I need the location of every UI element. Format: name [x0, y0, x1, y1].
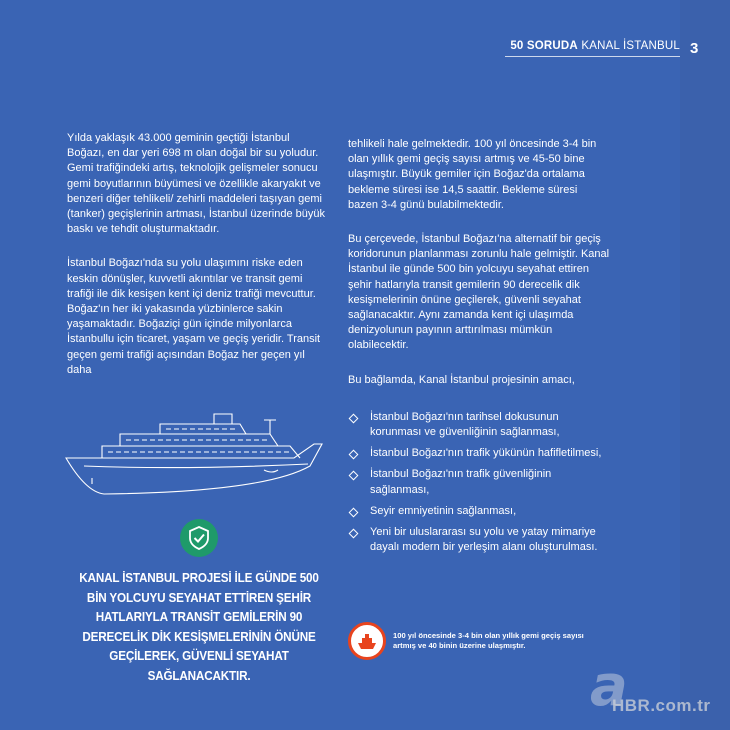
left-text-column	[67, 131, 329, 397]
stat-note: 100 yıl öncesinde 3-4 bin olan yıllık gemi geçiş sayısı artmış ve 40 binin üzerine ulaşmıştır.	[393, 631, 584, 650]
list-item-text: İstanbul Boğazı'nın tarihsel dokusunun korunması ve güvenliğinin sağlanması,	[370, 410, 560, 439]
site-watermark	[588, 654, 718, 722]
list-item	[348, 446, 610, 461]
header-title-bold: 50 SORUDA	[510, 40, 578, 52]
watermark-logo-letter: a	[590, 654, 628, 719]
header-title-rest: KANAL İSTANBUL	[577, 40, 680, 52]
diamond-bullet-icon	[349, 471, 359, 481]
ship-alert-icon	[356, 631, 378, 651]
aims-list	[348, 410, 610, 556]
diamond-bullet-icon	[349, 450, 359, 460]
list-item-text: Seyir emniyetinin sağlanması,	[370, 504, 517, 517]
diamond-bullet-icon	[349, 529, 359, 539]
left-paragraph-2: İstanbul Boğazı'nda su yolu ulaşımını riske eden keskin dönüşler, kuvvetli akıntılar ve transit gemi trafiği ile dik kesişen kent içi deniz trafiği mevcuttur. Boğaz'ın her iki yakasında yüzbinlerce sakin yaşamaktadır. Boğaziçi gün içinde milyonlarca İstanbullu için ticaret, yaşam ve geçiş yeridir. Transit geçen gemi trafiği açısından Boğaz her geçen yıl daha	[67, 257, 321, 376]
list-item	[348, 504, 610, 519]
shield-check-icon	[188, 526, 210, 550]
diamond-bullet-icon	[349, 413, 359, 423]
list-item-text: İstanbul Boğazı'nın trafik güvenliğinin sağlanması,	[370, 468, 552, 496]
list-item-text: İstanbul Boğazı'nın trafik yükünün hafifletilmesi,	[370, 447, 602, 460]
list-item	[348, 467, 610, 497]
watermark-text: HBR.com.tr	[612, 696, 711, 715]
right-paragraph-1: tehlikeli hale gelmektedir. 100 yıl öncesinde 3-4 bin olan yıllık gemi geçiş sayısı artmış ve 45-50 bine ulaşmıştır. Büyük gemiler için Boğaz'da ortalama bekleme süresi ise 14,5 saattir. Bekleme süresi bazen 3-4 günü bulabilmektedir.	[348, 138, 597, 211]
list-item	[348, 410, 610, 440]
highlight-callout: KANAL İSTANBUL PROJESİ İLE GÜNDE 500 BİN YOLCUYU SEYAHAT ETTİREN ŞEHİR HATLARIYLA TRANSİT GEMİLERİN 90 DERECELİK DİK KESİŞMELERİNİN ÖNÜNE GEÇİLEREK, GÜVENLİ SEYAHAT SAĞLANACAKTIR.	[79, 570, 319, 683]
header-divider	[505, 56, 680, 57]
right-paragraph-2: Bu çerçevede, İstanbul Boğazı'na alternatif bir geçiş koridorunun planlanması zorunlu hale gelmiştir. Kanal İstanbul ile günde 500 bin yolcuyu seyahat ettiren şehir hatlarıyla transit gemilerin 90 derecelik dik kesişmelerinin önüne geçilerek, güvenli seyahat sağlanacaktır. Aynı zamanda kent içi ulaşımda denizyolunun payının arttırılması mümkün olabilecektir.	[348, 233, 610, 352]
page-number: 3	[690, 40, 699, 57]
diamond-bullet-icon	[349, 507, 359, 517]
ship-alert-badge	[348, 622, 386, 660]
right-edge-strip	[680, 0, 730, 730]
running-header	[510, 40, 680, 52]
right-text-column	[348, 137, 610, 561]
ship-illustration-icon	[64, 408, 324, 500]
left-paragraph-1: Yılda yaklaşık 43.000 geminin geçtiği İstanbul Boğazı, en dar yeri 698 m olan doğal bir su yoludur. Gemi trafiğindeki artış, teknolojik gelişmeler sonucu gemi boyutlarının büyümesi ve özellikle akaryakıt ve benzeri diğer tehlikeli/ zehirli maddeleri taşıyan gemi (tanker) geçişlerinin artması, İstanbul üzerinde büyük baskı ve tehdit oluşturmaktadır.	[67, 132, 326, 236]
list-item-text: Yeni bir uluslararası su yolu ve yatay mimariye dayalı modern bir yerleşim alanı oluşturulması.	[370, 526, 598, 554]
right-paragraph-3: Bu bağlamda, Kanal İstanbul projesinin amacı,	[348, 373, 575, 386]
list-item	[348, 525, 610, 555]
shield-check-badge	[180, 519, 218, 557]
